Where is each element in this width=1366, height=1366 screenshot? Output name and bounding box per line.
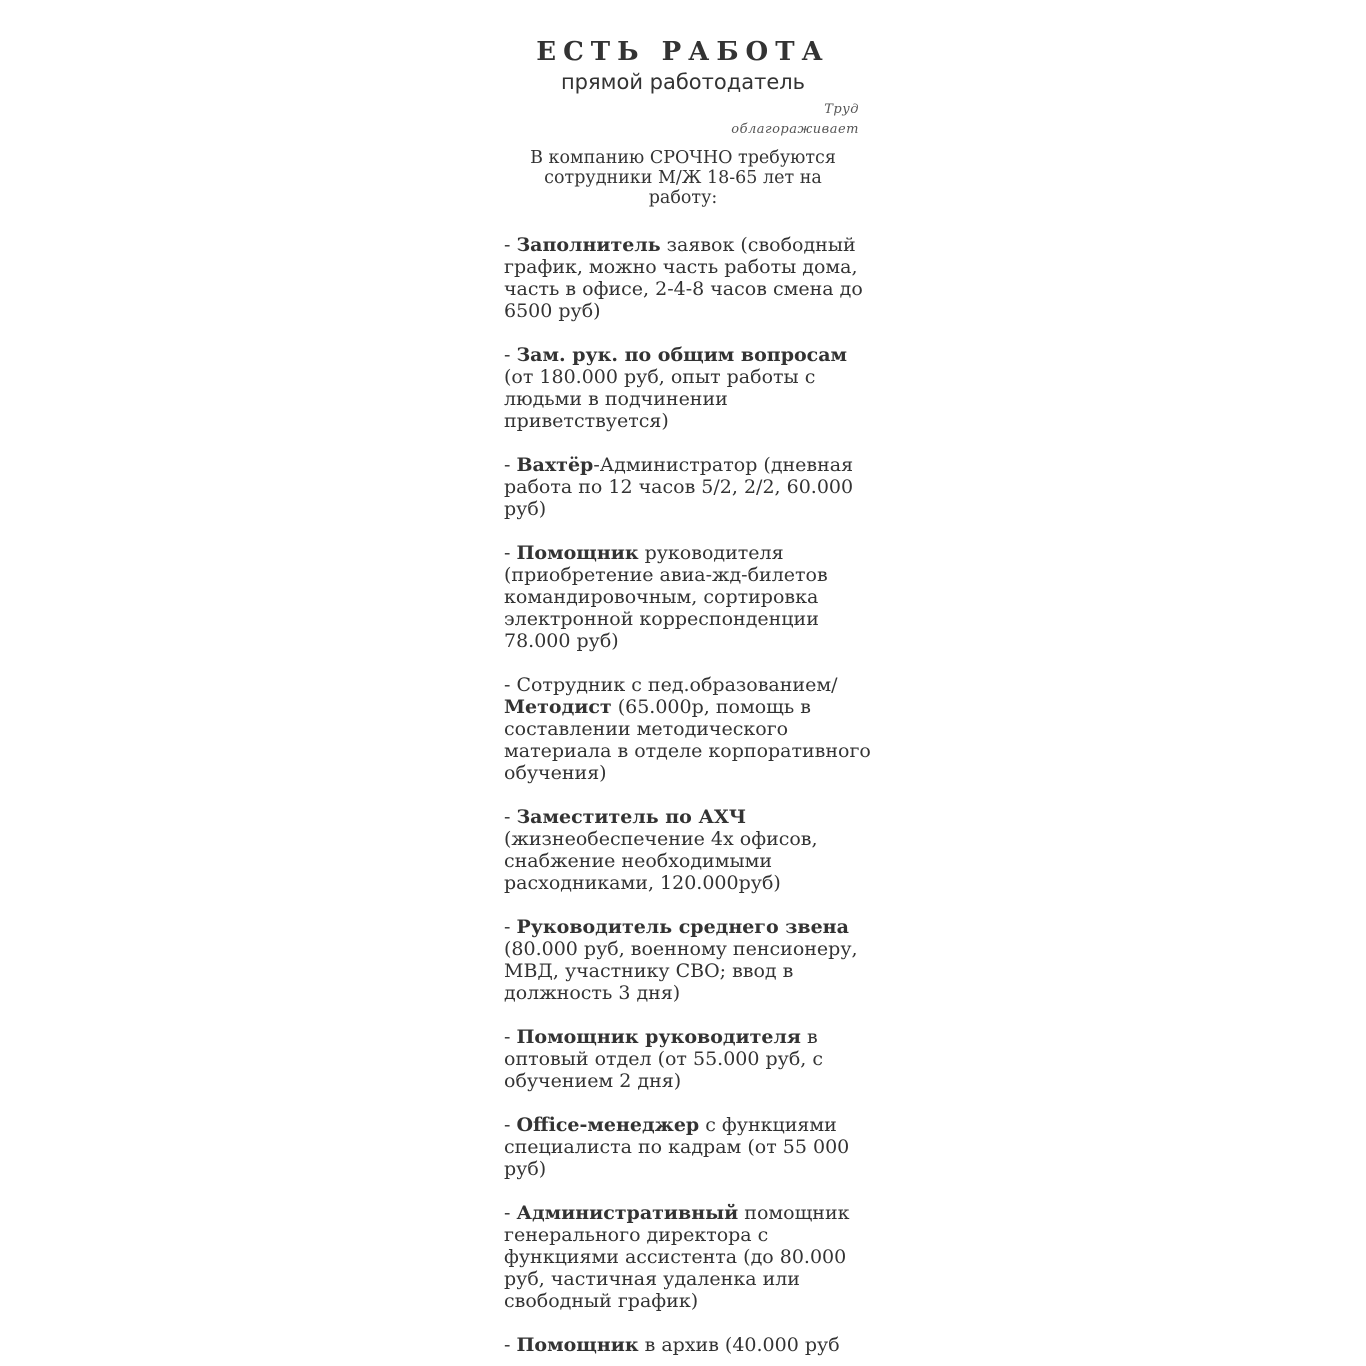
intro-text: В компанию СРОЧНО требуются сотрудники М/Ж 18-65 лет на работу: xyxy=(530,148,836,208)
vacancy-title: Помощник xyxy=(516,542,639,564)
page-title: ЕСТЬ РАБОТА xyxy=(536,37,830,67)
page-subtitle: прямой работодатель xyxy=(560,70,806,94)
vacancy-title: Вахтёр xyxy=(516,454,594,476)
vacancy-prefix: - xyxy=(504,542,517,564)
vacancy-details: в оптовый отдел (от 55.000 руб, с обучением 2 дня) xyxy=(504,1026,824,1092)
vacancy-prefix: - xyxy=(504,234,517,256)
vacancy-prefix: - xyxy=(504,1026,517,1048)
vacancy-item xyxy=(504,234,876,322)
vacancy-prefix: - xyxy=(504,916,517,938)
vacancy-details: -Администратор (дневная работа по 12 часов 5/2, 2/2, 60.000 руб) xyxy=(504,454,854,520)
vacancy-item xyxy=(504,1334,876,1356)
vacancy-details: с функциями специалиста по кадрам (от 55 000 руб) xyxy=(504,1114,850,1180)
vacancy-prefix: - xyxy=(504,344,517,366)
vacancy-details: заявок (свободный график, можно часть работы дома, часть в офисе, 2-4-8 часов смена до 6500 руб) xyxy=(504,234,863,322)
vacancy-details: (жизнеобеспечение 4х офисов, снабжение необходимыми расходниками, 120.000руб) xyxy=(504,828,818,894)
vacancy-item xyxy=(504,916,876,1004)
vacancy-item xyxy=(504,542,876,652)
vacancy-details: (от 180.000 руб, опыт работы с людьми в подчинении приветствуется) xyxy=(504,366,816,432)
vacancy-title: Заместитель по АХЧ xyxy=(516,806,747,828)
vacancy-details: помощник генерального директора с функциями ассистента (до 80.000 руб, частичная удаленка или свободный график) xyxy=(504,1202,850,1312)
vacancy-item xyxy=(504,674,876,784)
vacancy-list xyxy=(504,234,876,1366)
vacancy-details: (65.000р, помощь в составлении методического материала в отделе корпоративного обучения) xyxy=(504,696,871,784)
header xyxy=(483,36,883,96)
vacancy-item xyxy=(504,1026,876,1092)
vacancy-title: Помощник руководителя xyxy=(516,1026,801,1048)
vacancy-details: (80.000 руб, военному пенсионеру, МВД, участнику СВО; ввод в должность 3 дня) xyxy=(504,938,858,1004)
vacancy-item xyxy=(504,1202,876,1312)
vacancy-title: Административный xyxy=(516,1202,739,1224)
vacancy-item xyxy=(504,1114,876,1180)
vacancy-details: в архив (40.000 руб xyxy=(638,1334,840,1356)
vacancy-prefix: - xyxy=(504,1334,517,1356)
vacancy-prefix: - xyxy=(504,1114,517,1136)
vacancy-title: Руководитель среднего звена xyxy=(516,916,849,938)
vacancy-item xyxy=(504,806,876,894)
vacancy-title: Заполнитель xyxy=(516,234,661,256)
vacancy-title: Зам. рук. по общим вопросам xyxy=(516,344,848,366)
vacancy-prefix: - xyxy=(504,806,517,828)
vacancy-item xyxy=(504,344,876,432)
vacancy-title: Помощник xyxy=(516,1334,639,1356)
vacancy-item xyxy=(504,454,876,520)
vacancy-details: руководителя (приобретение авиа-жд-билетов командировочным, сортировка электронной корреспонденции 78.000 руб) xyxy=(504,542,828,652)
vacancy-prefix: - Сотрудник с пед.образованием/ xyxy=(504,674,838,696)
slogan: Труд облагораживает xyxy=(731,102,859,137)
vacancy-prefix: - xyxy=(504,454,517,476)
vacancy-title: Методист xyxy=(504,696,612,718)
vacancy-prefix: - xyxy=(504,1202,517,1224)
vacancy-title: Office-менеджер xyxy=(516,1114,700,1136)
